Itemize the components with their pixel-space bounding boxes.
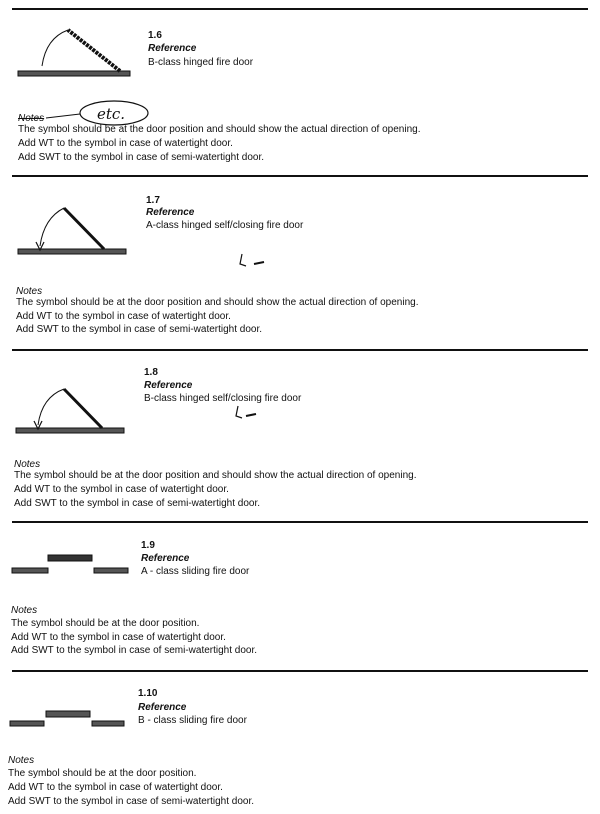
- notes-label: Notes: [18, 113, 45, 124]
- note-line: Add WT to the symbol in case of watertight door.: [8, 782, 223, 793]
- section-divider: [12, 670, 588, 672]
- note-line: Add SWT to the symbol in case of semi-watertight door.: [11, 645, 258, 656]
- door-description: A-class hinged self/closing fire door: [146, 220, 304, 231]
- notes-label: Notes: [8, 755, 35, 766]
- reference-label: Reference: [146, 207, 195, 218]
- note-line: Add SWT to the symbol in case of semi-watertight door.: [8, 796, 255, 807]
- note-line: Add SWT to the symbol in case of semi-watertight door.: [16, 324, 263, 335]
- sliding-door-symbol: [0, 700, 600, 740]
- note-line: Add WT to the symbol in case of watertight door.: [18, 138, 233, 149]
- item-number: 1.9: [141, 540, 155, 551]
- item-number: 1.7: [146, 195, 160, 206]
- item-number: 1.8: [144, 367, 158, 378]
- door-description: A - class sliding fire door: [141, 566, 250, 577]
- section-divider: [12, 521, 588, 523]
- note-line: The symbol should be at the door position and should show the actual direction of opening.: [16, 297, 419, 308]
- handwritten-etc-text: etc.: [97, 105, 126, 123]
- note-line: Add SWT to the symbol in case of semi-watertight door.: [18, 152, 265, 163]
- door-description: B-class hinged fire door: [148, 57, 254, 68]
- hinged-door-symbol: [0, 0, 600, 90]
- reference-label: Reference: [138, 702, 187, 713]
- notes-label: Notes: [14, 459, 41, 470]
- note-line: Add SWT to the symbol in case of semi-watertight door.: [14, 498, 261, 509]
- note-line: Add WT to the symbol in case of watertight door.: [14, 484, 229, 495]
- reference-label: Reference: [141, 553, 190, 564]
- note-line: Add WT to the symbol in case of watertight door.: [11, 632, 226, 643]
- note-line: Add WT to the symbol in case of watertight door.: [16, 311, 231, 322]
- note-line: The symbol should be at the door position.: [11, 618, 200, 629]
- reference-label: Reference: [144, 380, 193, 391]
- door-description: B - class sliding fire door: [138, 715, 247, 726]
- notes-label: Notes: [11, 605, 38, 616]
- reference-label: Reference: [148, 43, 197, 54]
- door-description: B-class hinged self/closing fire door: [144, 393, 302, 404]
- sliding-door-symbol: [0, 540, 600, 590]
- item-number: 1.6: [148, 30, 162, 41]
- note-line: The symbol should be at the door position.: [8, 768, 197, 779]
- note-line: The symbol should be at the door position and should show the actual direction of opening.: [18, 124, 421, 135]
- item-number: 1.10: [138, 688, 158, 699]
- notes-label: Notes: [16, 286, 43, 297]
- note-line: The symbol should be at the door position and should show the actual direction of opening.: [14, 470, 417, 481]
